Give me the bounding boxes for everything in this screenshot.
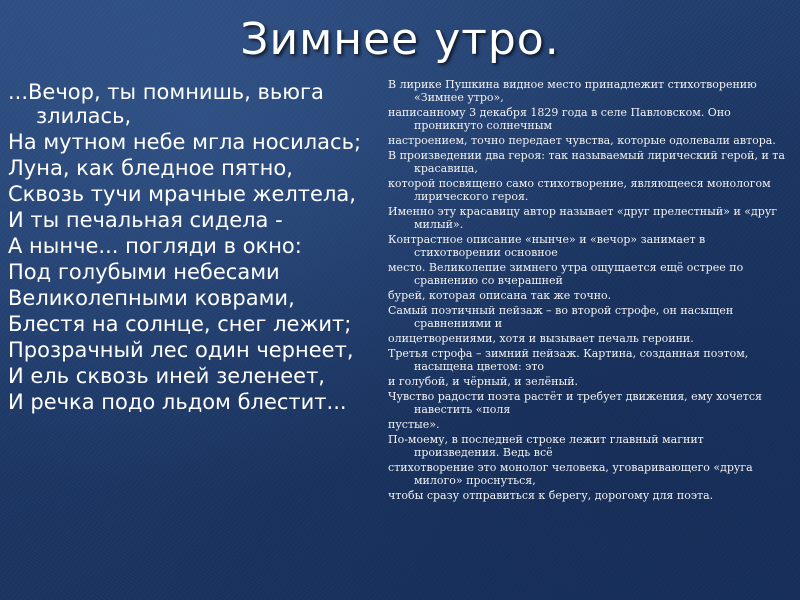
poem-line: И ель сквозь иней зеленеет, (8, 364, 325, 388)
analysis-paragraph: Третья строфа – зимний пейзаж. Картина, созданная поэтом, насыщена цветом: это (388, 347, 749, 373)
analysis-paragraph: место. Великолепие зимнего утра ощущается ещё острее по сравнению со вчерашней (388, 261, 744, 287)
poem-line: ...Вечор, ты помнишь, вьюга злилась, (8, 80, 324, 128)
poem-line: А нынче... погляди в окно: (8, 234, 302, 258)
slide-title: Зимнее утро. (240, 14, 560, 65)
analysis-paragraph: бурей, которая описана так же точно. (388, 289, 612, 302)
analysis-paragraph: В произведении два героя: так называемый лирический герой, и та красавица, (388, 149, 785, 175)
poem-line: И ты печальная сидела - (8, 208, 283, 232)
poem-line: На мутном небе мгла носилась; (8, 130, 362, 154)
poem-text (8, 80, 386, 416)
analysis-paragraph: которой посвящено само стихотворение, являющееся монологом лирического героя. (388, 177, 771, 203)
poem-line: Сквозь тучи мрачные желтела, (8, 182, 356, 206)
analysis-paragraph: и голубой, и чёрный, и зелёный. (388, 375, 579, 388)
analysis-paragraph: Самый поэтичный пейзаж – во второй строфе, он насыщен сравнениями и (388, 304, 734, 330)
poem-line: Великолепными коврами, (8, 286, 295, 310)
analysis-paragraph: пустые». (388, 418, 440, 431)
analysis-paragraph: чтобы сразу отправиться к берегу, дорогому для поэта. (388, 489, 714, 502)
analysis-paragraph: Именно эту красавицу автор называет «друг прелестный» и «друг милый». (388, 205, 778, 231)
analysis-text (386, 78, 790, 504)
poem-line: Прозрачный лес один чернеет, (8, 338, 354, 362)
analysis-paragraph: настроением, точно передает чувства, которые одолевали автора. (388, 134, 776, 147)
analysis-paragraph: Чувство радости поэта растёт и требует движения, ему хочется навестить «поля (388, 390, 762, 416)
analysis-paragraph: олицетворениями, хотя и вызывает печаль героини. (388, 332, 694, 345)
analysis-paragraph: стихотворение это монолог человека, уговаривающего «друга милого» проснуться, (388, 461, 753, 487)
analysis-paragraph: написанному 3 декабря 1829 года в селе Павловском. Оно проникнуто солнечным (388, 106, 731, 132)
poem-line: Блестя на солнце, снег лежит; (8, 312, 352, 336)
analysis-paragraph: Контрастное описание «нынче» и «вечор» занимает в стихотворении основное (388, 233, 706, 259)
analysis-paragraph: По-моему, в последней строке лежит главный магнит произведения. Ведь всё (388, 433, 704, 459)
analysis-paragraph: В лирике Пушкина видное место принадлежит стихотворению «Зимнее утро», (388, 78, 757, 104)
poem-line: И речка подо льдом блестит... (8, 390, 347, 414)
poem-line: Луна, как бледное пятно, (8, 156, 293, 180)
poem-line: Под голубыми небесами (8, 260, 280, 284)
